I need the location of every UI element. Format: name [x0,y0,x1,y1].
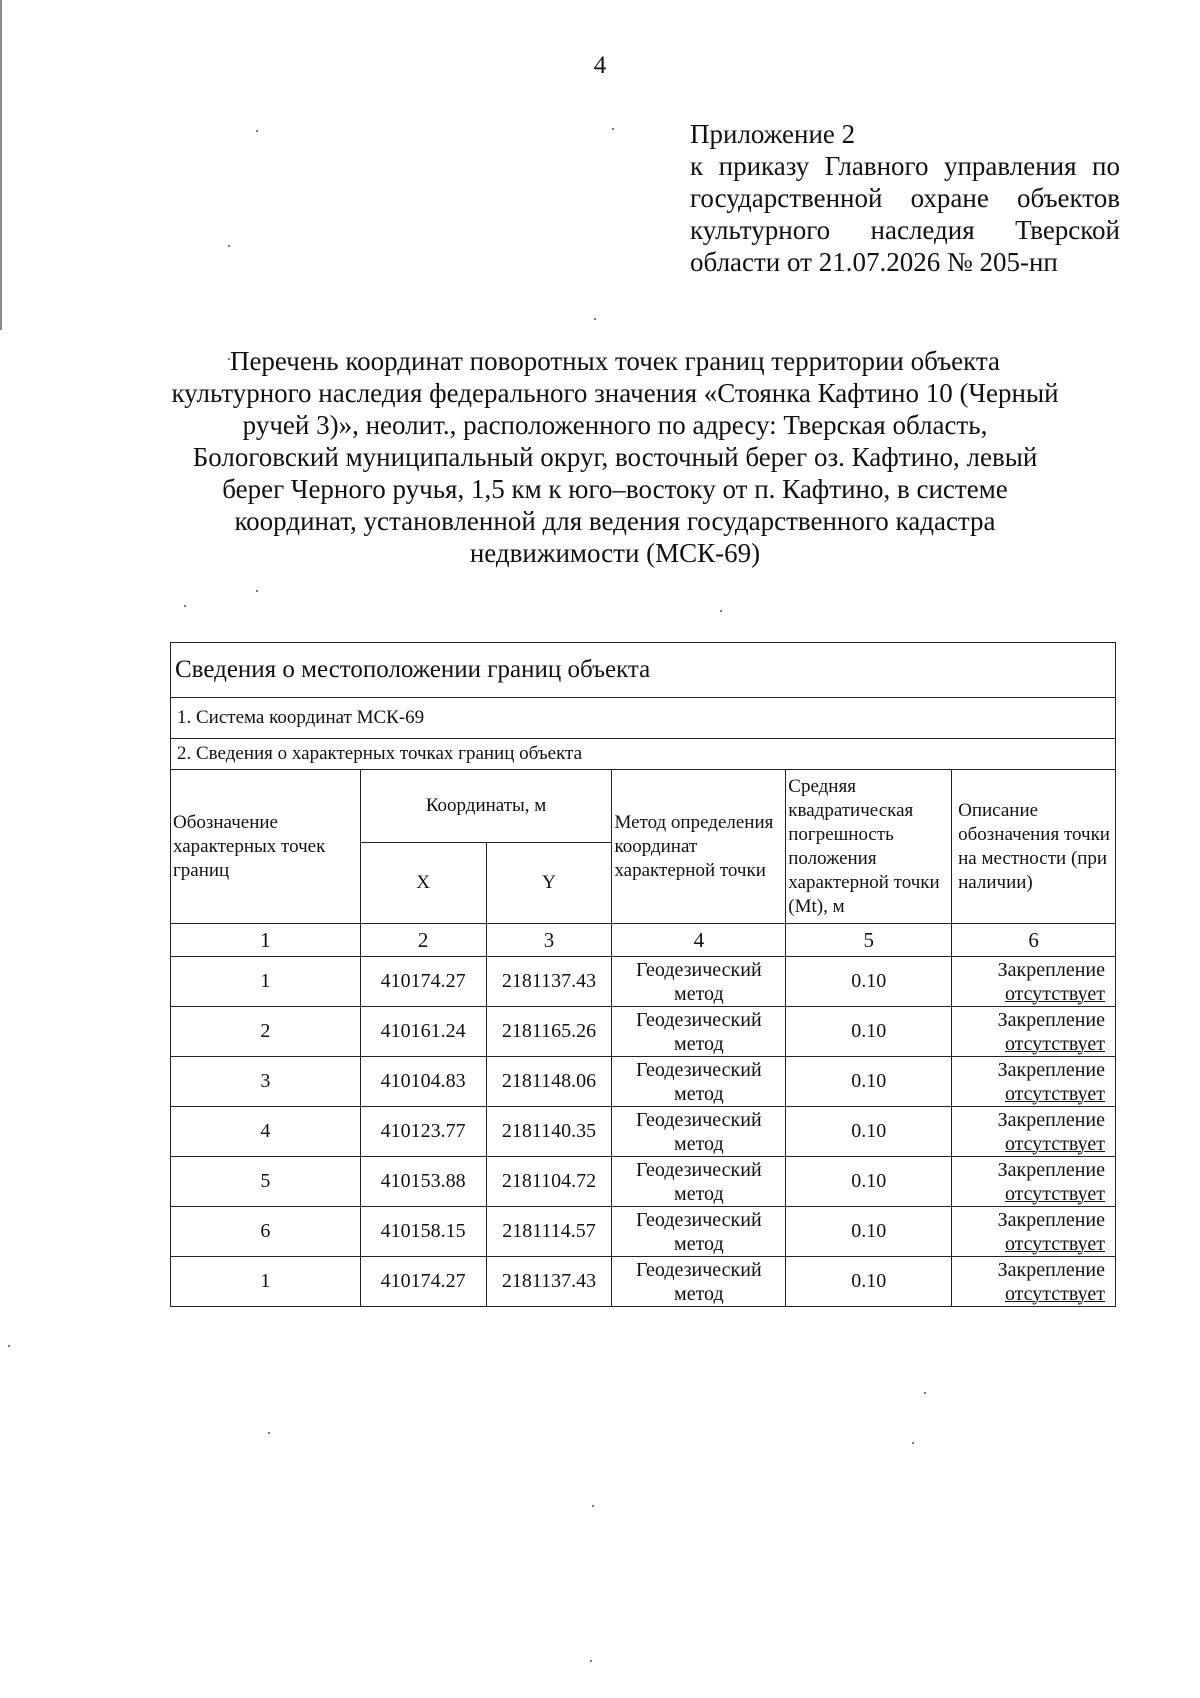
coord-system: 1. Система координат МСК-69 [177,707,425,728]
point-id: 1 [171,957,361,1007]
description-text: Закрепление [997,958,1105,981]
title-line: культурного наследия федерального значения «Стоянка Кафтино 10 (Черный [171,378,1059,408]
scan-speck [590,1660,592,1662]
points-heading: 2. Сведения о характерных точках границ объекта [177,743,583,764]
scan-speck [8,1345,10,1347]
appendix-order-line: к приказу Главного управления по [690,151,1120,181]
error-value: 0.10 [786,1057,952,1107]
scan-speck [228,358,230,360]
description-text: отсутствует [1004,1282,1105,1305]
method-cell [612,957,786,1007]
section-title: Сведения о местоположении границ объекта [175,656,651,683]
coord-x: 410174.27 [360,957,486,1007]
description-text: Закрепление [997,1058,1105,1081]
column-number: 5 [786,924,952,957]
scan-speck [268,1432,270,1434]
method-text: метод [674,1132,724,1155]
coord-system-row [171,698,1116,739]
header-method: Метод определения координат характерной точки [612,770,786,924]
method-cell [612,1107,786,1157]
error-value: 0.10 [786,1107,952,1157]
method-text: Геодезический [636,1108,762,1131]
scan-edge [0,0,2,330]
description-text: Закрепление [997,1158,1105,1181]
description-text: отсутствует [1004,1032,1105,1055]
table-row [171,1257,1116,1307]
description-text: Закрепление [997,1108,1105,1131]
scan-speck [228,245,230,247]
description-text: отсутствует [1004,1132,1105,1155]
point-id: 1 [171,1257,361,1307]
header-error: Средняя квадратическая погрешность положения характерной точки (Mt), м [786,770,952,924]
description-cell [952,1107,1116,1157]
point-id: 2 [171,1007,361,1057]
method-cell [612,1157,786,1207]
error-value: 0.10 [786,1157,952,1207]
column-number: 6 [952,924,1116,957]
point-id: 5 [171,1157,361,1207]
description-cell [952,1057,1116,1107]
page-number: 4 [593,52,607,79]
column-number: 2 [360,924,486,957]
description-text: Закрепление [997,1208,1105,1231]
description-text: отсутствует [1004,982,1105,1005]
title-line: Бологовский муниципальный округ, восточный берег оз. Кафтино, левый [192,442,1038,472]
point-id: 6 [171,1207,361,1257]
description-cell [952,1007,1116,1057]
scan-speck [912,1442,914,1444]
description-text: Закрепление [997,1258,1105,1281]
header-description: Описание обозначения точки на местности (при наличии) [952,770,1116,924]
coord-y: 2181165.26 [486,1007,612,1057]
method-cell [612,1257,786,1307]
points-heading-row [171,739,1116,770]
method-text: метод [674,982,724,1005]
method-cell [612,1007,786,1057]
title-line: недвижимости (МСК-69) [469,538,761,568]
header-y: Y [486,843,612,924]
header-row [171,770,1116,843]
point-id: 3 [171,1057,361,1107]
appendix-label: Приложение 2 [690,119,856,149]
coord-x: 410161.24 [360,1007,486,1057]
scan-speck [256,590,258,592]
description-text: отсутствует [1004,1182,1105,1205]
table-row [171,1157,1116,1207]
title-line: координат, установленной для ведения государственного кадастра [234,506,996,536]
description-text: Закрепление [997,1008,1105,1031]
table-row [171,1057,1116,1107]
scan-speck [720,610,722,612]
coord-x: 410158.15 [360,1207,486,1257]
appendix-order-line: государственной охране объектов [690,183,1120,213]
method-cell [612,1057,786,1107]
header-x: X [360,843,486,924]
column-numbers-row [171,924,1116,957]
error-value: 0.10 [786,1007,952,1057]
title-line: берег Черного ручья, 1,5 км к юго–востоку от п. Кафтино, в системе [222,474,1008,504]
description-text: отсутствует [1004,1082,1105,1105]
method-text: метод [674,1182,724,1205]
coord-x: 410104.83 [360,1057,486,1107]
coord-y: 2181104.72 [486,1157,612,1207]
error-value: 0.10 [786,1257,952,1307]
coord-y: 2181140.35 [486,1107,612,1157]
column-number: 3 [486,924,612,957]
coord-y: 2181137.43 [486,1257,612,1307]
scan-speck [256,130,258,132]
method-text: Геодезический [636,1208,762,1231]
table-section-title-row [171,643,1116,698]
method-text: Геодезический [636,1058,762,1081]
scan-speck [594,318,596,320]
coord-x: 410153.88 [360,1157,486,1207]
table-row [171,1207,1116,1257]
error-value: 0.10 [786,957,952,1007]
scan-speck [592,1505,594,1507]
method-text: Геодезический [636,958,762,981]
method-text: метод [674,1282,724,1305]
coord-x: 410174.27 [360,1257,486,1307]
coord-y: 2181148.06 [486,1057,612,1107]
scan-speck [612,128,614,130]
description-cell [952,1257,1116,1307]
description-text: отсутствует [1004,1232,1105,1255]
point-id: 4 [171,1107,361,1157]
coordinates-table [170,642,1116,1307]
description-cell [952,957,1116,1007]
title-line: ручей 3)», неолит., расположенного по адресу: Тверская область, [242,410,988,440]
description-cell [952,1207,1116,1257]
appendix-block [690,118,1120,278]
table-row [171,1007,1116,1057]
appendix-order-date: области от 21.07.2026 № 205-нп [690,247,1058,277]
column-number: 1 [171,924,361,957]
table-row [171,1107,1116,1157]
header-designation: Обозначение характерных точек границ [171,770,361,924]
method-text: метод [674,1032,724,1055]
column-number: 4 [612,924,786,957]
method-text: Геодезический [636,1258,762,1281]
appendix-order-line: культурного наследия Тверской [690,215,1120,245]
title-line: Перечень координат поворотных точек границ территории объекта [229,346,1001,376]
scan-speck [184,605,186,607]
table-row [171,957,1116,1007]
scan-speck [924,1392,926,1394]
method-text: метод [674,1082,724,1105]
coord-x: 410123.77 [360,1107,486,1157]
coord-y: 2181137.43 [486,957,612,1007]
method-text: метод [674,1232,724,1255]
method-text: Геодезический [636,1158,762,1181]
method-cell [612,1207,786,1257]
description-cell [952,1157,1116,1207]
coord-y: 2181114.57 [486,1207,612,1257]
document-title [150,345,1080,569]
error-value: 0.10 [786,1207,952,1257]
method-text: Геодезический [636,1008,762,1031]
header-coordinates: Координаты, м [360,770,612,843]
